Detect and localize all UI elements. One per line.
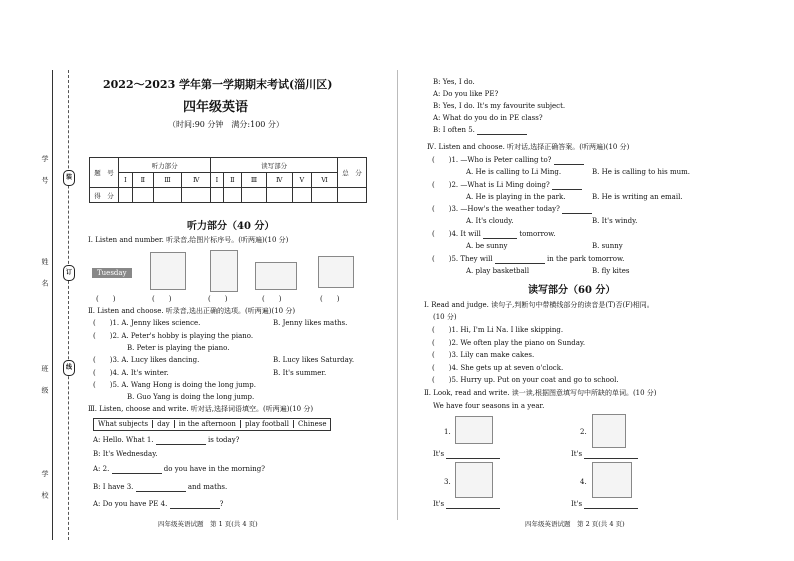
- listening-heading: 听力部分（40 分）: [187, 221, 275, 232]
- q3-word-2: day: [153, 420, 175, 428]
- r2-num-2: 2.: [580, 428, 587, 436]
- right-footer: 四年级英语试题 第 2 页(共 4 页): [525, 520, 625, 528]
- kite-picture: [150, 252, 186, 290]
- score-cell[interactable]: [242, 188, 267, 203]
- r2-its-4: It's: [571, 500, 638, 509]
- r-top-line-5: B: I often 5.: [433, 126, 527, 135]
- q2-item-4a: ( )4. A. It's winter.: [93, 369, 169, 377]
- score-cell[interactable]: [266, 188, 292, 203]
- score-col-w5: Ⅴ: [292, 173, 312, 188]
- r2-intro: We have four seasons in a year.: [433, 402, 545, 410]
- q3-line-2: B: It's Wednesday.: [93, 450, 158, 458]
- q2-item-4b: B. It's summer.: [273, 369, 327, 377]
- r2-its-2: It's: [571, 450, 638, 459]
- r2-instruction: Ⅱ. Look, read and write. 读一读,根据图意填写句中所缺的单词。(10 分): [424, 389, 657, 397]
- seal-bind-1: 装: [63, 170, 75, 186]
- q2-item-2a: ( )2. A. Peter's hobby is playing the piano.: [93, 332, 254, 340]
- score-cell[interactable]: [153, 188, 181, 203]
- score-cell[interactable]: [132, 188, 153, 203]
- q2-item-3b: B. Lucy likes Saturday.: [273, 356, 355, 364]
- q4-instruction: Ⅳ. Listen and choose. 听对话,选择正确答案。(听两遍)(10 分): [427, 143, 630, 151]
- r2-num-3: 3.: [444, 478, 451, 486]
- q3-word-3: in the afternoon: [175, 420, 241, 428]
- gutter-class: 班 级: [41, 365, 49, 400]
- q3-blank-1[interactable]: [156, 437, 206, 445]
- q4-item-4-q: ( )4. It will tomorrow.: [432, 230, 556, 238]
- q4-item-2-a: A. He is playing in the park.: [466, 193, 566, 201]
- score-col-l4: Ⅳ: [182, 173, 211, 188]
- q2-item-5a: ( )5. A. Wang Hong is doing the long jump.: [93, 381, 256, 389]
- q2-item-1a: ( )1. A. Jenny likes science.: [93, 319, 201, 327]
- q3-line-4: B: I have 3. and maths.: [93, 483, 228, 491]
- q1-answer-3[interactable]: ( ): [208, 295, 228, 303]
- r-top-line-2: A: Do you like PE?: [433, 90, 499, 98]
- score-header-qnum: 题 号: [90, 158, 119, 188]
- gutter-school: 学 校: [41, 470, 49, 505]
- q3-word-box: [93, 418, 331, 431]
- q4-item-5-a: A. play basketball: [466, 267, 530, 275]
- r1-item-2: ( )2. We often play the piano on Sunday.: [432, 339, 586, 347]
- q3-word-1: What subjects: [94, 420, 153, 428]
- q4-item-4-a: A. be sunny: [466, 242, 508, 250]
- q4-item-2-b: B. He is writing an email.: [592, 193, 683, 201]
- score-header-total: 总 分: [338, 158, 367, 188]
- score-col-l2: Ⅱ: [132, 173, 153, 188]
- tiananmen-picture: [255, 262, 297, 290]
- q2-instruction: Ⅱ. Listen and choose. 听录音,选出正确的选项。(听两遍)(10 分): [88, 307, 296, 315]
- q3-instruction: Ⅲ. Listen, choose and write. 听对话,选择词语填空。(听两遍)(10 分): [88, 405, 314, 413]
- r2-its-1: It's: [433, 450, 500, 459]
- q2-item-2b: B. Peter is playing the piano.: [127, 344, 230, 352]
- q3-word-5: Chinese: [297, 420, 327, 428]
- q3-line-3: A: 2. do you have in the morning?: [93, 465, 265, 473]
- score-table: [89, 157, 367, 203]
- score-col-w3: Ⅲ: [242, 173, 267, 188]
- r1-item-4: ( )4. She gets up at seven o'clock.: [432, 364, 564, 372]
- q2-item-1b: B. Jenny likes maths.: [273, 319, 348, 327]
- girl-picture: [318, 256, 354, 288]
- gutter-student-id: 学 号: [41, 155, 49, 190]
- score-cell[interactable]: [119, 188, 133, 203]
- r2-blank-1[interactable]: [446, 451, 500, 459]
- r1-points: (10 分): [433, 313, 457, 321]
- r2-blank-2[interactable]: [584, 451, 638, 459]
- q3-blank-3[interactable]: [136, 484, 186, 492]
- q3-blank-2[interactable]: [112, 466, 162, 474]
- gutter-line-dashed: [68, 70, 69, 540]
- q1-answer-5[interactable]: ( ): [320, 295, 340, 303]
- q1-instruction: Ⅰ. Listen and number. 听录音,给图片标序号。(听两遍)(10 分): [88, 236, 289, 244]
- seal-bind-3: 线: [63, 360, 75, 376]
- gutter-name: 姓 名: [41, 258, 49, 293]
- q2-item-5b: B. Guo Yang is doing the long jump.: [127, 393, 255, 401]
- q4-item-3-q: ( )3. —How's the weather today?: [432, 205, 592, 214]
- r2-blank-4[interactable]: [584, 501, 638, 509]
- score-cell[interactable]: [223, 188, 242, 203]
- score-col-w4: Ⅳ: [266, 173, 292, 188]
- q3-blank-5[interactable]: [477, 127, 527, 135]
- tuesday-label: Tuesday: [92, 268, 132, 278]
- left-footer: 四年级英语试题 第 1 页(共 4 页): [158, 520, 258, 528]
- r2-its-3: It's: [433, 500, 500, 509]
- score-cell[interactable]: [312, 188, 338, 203]
- q4-item-2-q: ( )2. —What is Li Ming doing?: [432, 181, 582, 190]
- page-divider: [397, 70, 398, 520]
- doll-picture: [210, 250, 238, 292]
- q3-line-5: A: Do you have PE 4. ?: [93, 500, 224, 508]
- score-col-w2: Ⅱ: [223, 173, 242, 188]
- r1-item-3: ( )3. Lily can make cakes.: [432, 351, 535, 359]
- score-col-l1: Ⅰ: [119, 173, 133, 188]
- q4-item-1-b: B. He is calling to his mum.: [592, 168, 690, 176]
- score-col-l3: Ⅲ: [153, 173, 181, 188]
- r2-blank-3[interactable]: [446, 501, 500, 509]
- r1-item-5: ( )5. Hurry up. Put on your coat and go to school.: [432, 376, 619, 384]
- exam-subtitle: 四年级英语: [183, 100, 249, 115]
- score-col-w6: Ⅵ: [312, 173, 338, 188]
- r1-instruction: Ⅰ. Read and judge. 读句子,判断句中带横线部分的读音是(T)否(F)相同。: [424, 301, 654, 309]
- q3-blank-4[interactable]: [170, 501, 220, 509]
- q4-item-3-b: B. It's windy.: [592, 217, 638, 225]
- q4-item-1-q: ( )1. —Who is Peter calling to?: [432, 156, 584, 165]
- r2-num-4: 4.: [580, 478, 587, 486]
- q3-line-1: A: Hello. What 1. is today?: [93, 436, 240, 444]
- autumn-picture: [455, 462, 493, 498]
- q1-answer-2[interactable]: ( ): [152, 295, 172, 303]
- q4-item-3-a: A. It's cloudy.: [466, 217, 514, 225]
- seal-bind-2: 订: [63, 265, 75, 281]
- q1-answer-4[interactable]: ( ): [262, 295, 282, 303]
- exam-title: 2022～2023 学年第一学期期末考试(淄川区): [103, 78, 333, 91]
- r-top-line-4: A: What do you do in PE class?: [433, 114, 543, 122]
- score-col-w1: Ⅰ: [211, 173, 223, 188]
- r2-num-1: 1.: [444, 428, 451, 436]
- r-top-line-1: B: Yes, I do.: [433, 78, 475, 86]
- winter-picture: [592, 462, 632, 498]
- q4-item-1-a: A. He is calling to Li Ming.: [466, 168, 562, 176]
- q4-item-4-b: B. sunny: [592, 242, 623, 250]
- score-cell[interactable]: [338, 188, 367, 203]
- r-top-line-3: B: Yes, I do. It's my favourite subject.: [433, 102, 566, 110]
- summer-picture: [592, 414, 626, 448]
- score-cell[interactable]: [182, 188, 211, 203]
- gutter-line-outer: [52, 70, 53, 540]
- r1-item-1: ( )1. Hi, I'm Li Na. I like skipping.: [432, 326, 564, 334]
- score-header-writing: 读写部分: [211, 158, 338, 173]
- q1-answer-1[interactable]: ( ): [96, 295, 116, 303]
- q3-word-4: play football: [241, 420, 294, 428]
- score-cell[interactable]: [211, 188, 223, 203]
- q4-item-5-b: B. fly kites: [592, 267, 630, 275]
- score-cell[interactable]: [292, 188, 312, 203]
- writing-heading: 读写部分（60 分）: [528, 285, 616, 296]
- q2-item-3a: ( )3. A. Lucy likes dancing.: [93, 356, 200, 364]
- q4-item-5-q: ( )5. They will in the park tomorrow.: [432, 255, 625, 263]
- spring-picture: [455, 416, 493, 444]
- score-row-label: 得 分: [90, 188, 119, 203]
- exam-time-info: （时间:90 分钟 满分:100 分）: [168, 120, 284, 129]
- score-header-listening: 听力部分: [119, 158, 211, 173]
